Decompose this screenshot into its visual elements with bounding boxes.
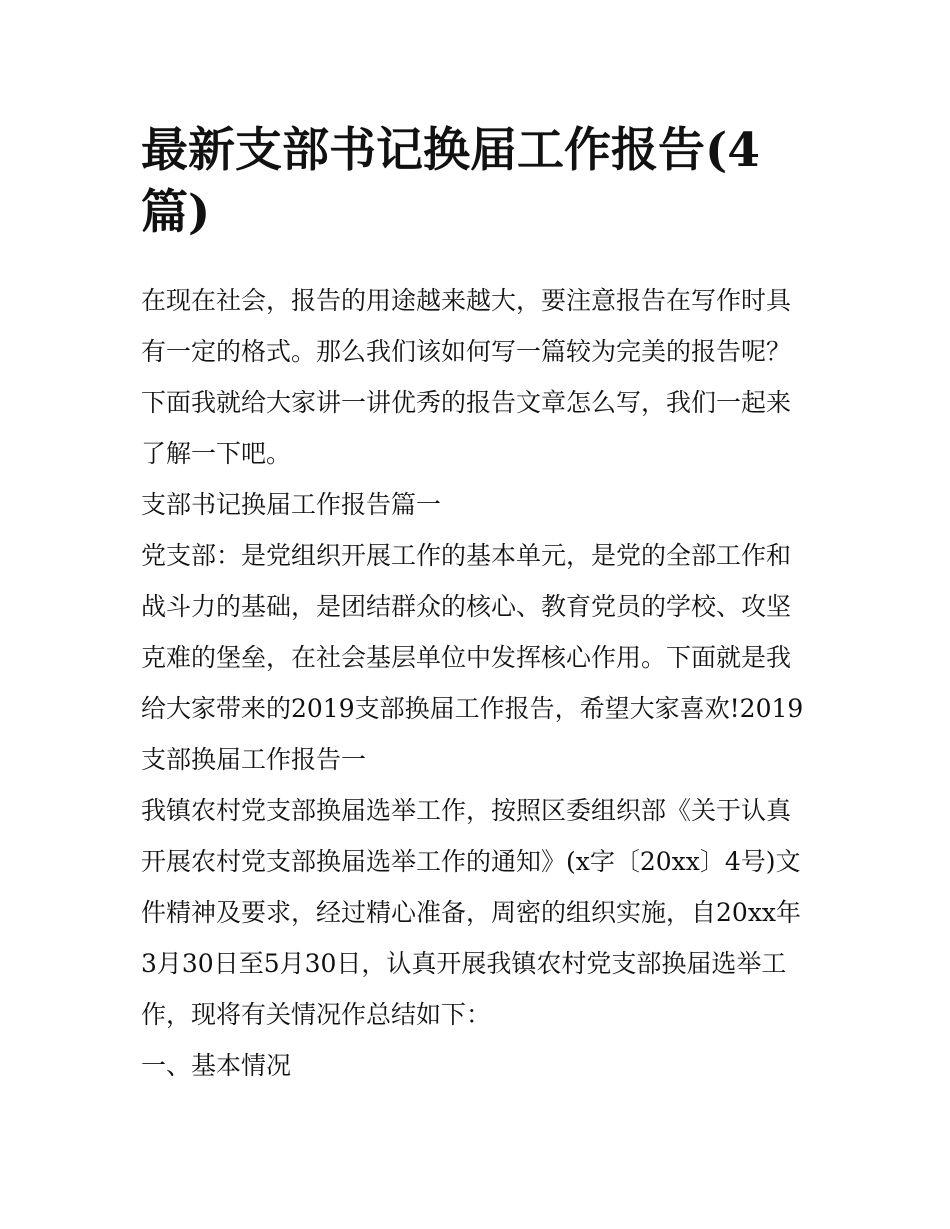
basic-situation-heading: 一、基本情况	[141, 1051, 292, 1080]
document-body	[141, 275, 813, 1091]
document-title: 最新支部书记换届工作报告(4篇)	[141, 123, 760, 240]
document-content	[141, 120, 813, 1091]
election-summary-paragraph: 我镇农村党支部换届选举工作，按照区委组织部《关于认真开展农村党支部换届选举工作的通知》(x字〔20xx〕4号)文件精神及要求，经过精心准备，周密的组织实施，自20xx年3月30日至5月30日，认真开展我镇农村党支部换届选举工作，现将有关情况作总结如下：	[141, 796, 802, 1029]
intro-paragraph: 在现在社会，报告的用途越来越大，要注意报告在写作时具有一定的格式。那么我们该如何写一篇较为完美的报告呢？下面我就给大家讲一讲优秀的报告文章怎么写，我们一起来了解一下吧。	[141, 286, 792, 468]
section-heading-part-one: 支部书记换届工作报告篇一	[141, 490, 442, 519]
party-branch-paragraph: 党支部：是党组织开展工作的基本单元，是党的全部工作和战斗力的基础，是团结群众的核心、教育党员的学校、攻坚克难的堡垒，在社会基层单位中发挥核心作用。下面就是我给大家带来的2019支部换届工作报告，希望大家喜欢!2019支部换届工作报告一	[141, 541, 804, 774]
